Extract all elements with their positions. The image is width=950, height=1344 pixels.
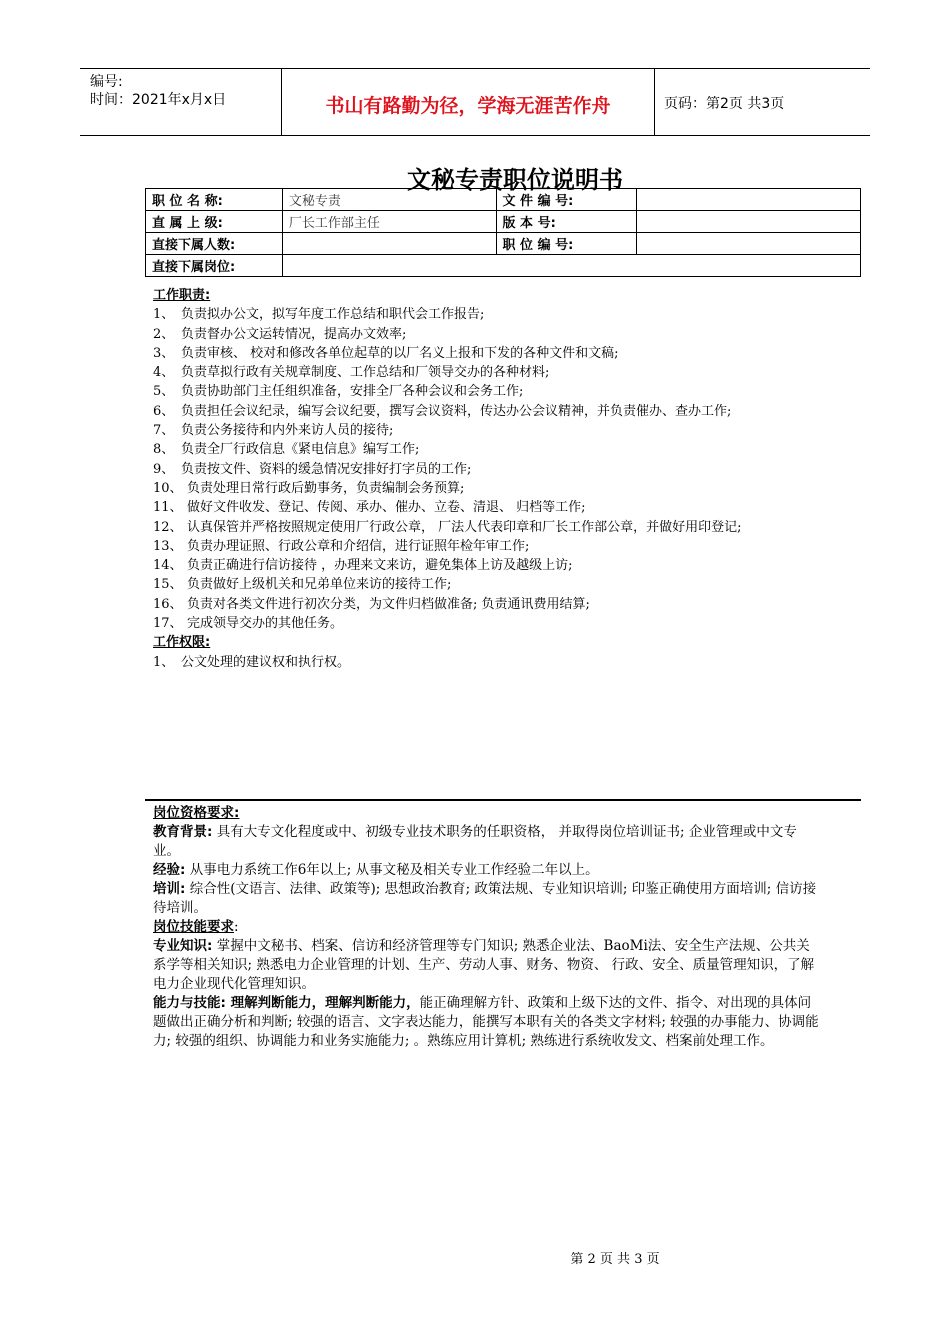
- education-label: 教育背景:: [153, 824, 213, 840]
- list-item-number: 15、: [153, 577, 183, 593]
- skills-heading-line: [153, 918, 823, 937]
- code-label: 编号:: [90, 74, 123, 90]
- knowledge-label: 专业知识:: [153, 938, 213, 954]
- education-paragraph: [153, 823, 823, 861]
- list-item-number: 9、: [153, 461, 175, 477]
- header-motto: 书山有路勤为径，学海无涯苦作舟: [325, 95, 611, 117]
- header-divider: [281, 69, 282, 135]
- header-divider: [654, 69, 655, 135]
- list-item: [153, 575, 823, 594]
- experience-text: 从事电力系统工作6年以上; 从事文秘及相关专业工作经验二年以上。: [185, 862, 599, 878]
- list-item-text: 认真保管并严格按照规定使用厂行政公章， 厂法人代表印章和厂长工作部公章，并做好用印登记;: [187, 519, 742, 535]
- ability-bold-text: 理解判断能力，理解判断能力，: [225, 995, 420, 1011]
- qualifications-heading: 岗位资格要求:: [153, 805, 240, 821]
- table-row: [146, 233, 861, 255]
- duties-heading: 工作职责:: [153, 288, 211, 303]
- list-item-number: 14、: [153, 558, 183, 574]
- list-item-number: 1、: [153, 654, 175, 670]
- training-label: 培训:: [153, 881, 186, 897]
- list-item: [153, 460, 823, 479]
- position-no-value: [637, 233, 861, 255]
- list-item-number: 4、: [153, 365, 175, 381]
- page-footer: 第 2 页 共 3 页: [570, 1252, 660, 1267]
- list-item-text: 负责做好上级机关和兄弟单位来访的接待工作;: [187, 577, 452, 593]
- education-text: 具有大专文化程度或中、初级专业技术职务的任职资格， 并取得岗位培训证书; 企业管理或中文专业。: [153, 824, 797, 859]
- subordinates-count-label: 直接下属人数:: [146, 233, 283, 255]
- list-item: [153, 518, 823, 537]
- list-item-number: 12、: [153, 519, 183, 535]
- training-text: 综合性(文语言、法律、政策等); 思想政治教育; 政策法规、专业知识培训; 印鉴正确使用方面培训; 信访接待培训。: [153, 881, 817, 916]
- ability-paragraph: [153, 994, 823, 1051]
- list-item-text: 负责办理证照、行政公章和介绍信，进行证照年检年审工作;: [187, 538, 530, 554]
- file-no-label: 文 件 编 号:: [496, 189, 637, 211]
- knowledge-paragraph: [153, 937, 823, 994]
- experience-label: 经验:: [153, 862, 186, 878]
- list-item-text: 负责担任会议纪录，编写会议纪要，撰写会议资料，传达办公会议精神，并负责催办、查办工作;: [181, 403, 732, 419]
- time-label: 时间：2021年x月x日: [90, 92, 227, 108]
- list-item: [153, 537, 823, 556]
- superior-label: 直 属 上 级:: [146, 211, 283, 233]
- list-item: [153, 595, 823, 614]
- header-page-info: 页码：第2页 共3页: [664, 96, 785, 112]
- table-row: [146, 189, 861, 211]
- version-label: 版 本 号:: [496, 211, 637, 233]
- page-header: [80, 68, 870, 136]
- list-item-text: 负责审核、 校对和修改各单位起草的以厂名义上报和下发的各种文件和文稿;: [181, 345, 619, 361]
- list-item-number: 3、: [153, 345, 175, 361]
- subordinate-posts-value: [282, 255, 860, 277]
- list-item: [153, 498, 823, 517]
- duties-section: [153, 286, 823, 672]
- list-item-number: 6、: [153, 403, 175, 419]
- list-item-text: 负责督办公文运转情况，提高办文效率;: [181, 326, 407, 342]
- authority-list: [153, 653, 823, 672]
- list-item: [153, 325, 823, 344]
- ability-label: 能力与技能:: [153, 995, 226, 1011]
- list-item: [153, 421, 823, 440]
- list-item: [153, 363, 823, 382]
- position-name-value: 文秘专责: [282, 189, 496, 211]
- list-item-number: 10、: [153, 480, 183, 496]
- list-item-number: 1、: [153, 307, 175, 323]
- superior-value: 厂长工作部主任: [282, 211, 496, 233]
- list-item: [153, 382, 823, 401]
- list-item-text: 负责对各类文件进行初次分类，为文件归档做准备; 负责通讯费用结算;: [187, 596, 590, 612]
- list-item-text: 完成领导交办的其他任务。: [187, 616, 344, 632]
- list-item-number: 7、: [153, 423, 175, 439]
- list-item-number: 16、: [153, 596, 183, 612]
- list-item-text: 负责全厂行政信息《紧电信息》编写工作;: [181, 442, 420, 458]
- list-item-text: 负责按文件、资料的缓急情况安排好打字员的工作;: [181, 461, 472, 477]
- list-item: [153, 479, 823, 498]
- list-item-number: 5、: [153, 384, 175, 400]
- file-no-value: [637, 189, 861, 211]
- training-paragraph: [153, 880, 823, 918]
- qualifications-section: [153, 804, 823, 1051]
- experience-paragraph: [153, 861, 823, 880]
- list-item: [153, 344, 823, 363]
- list-item: [153, 402, 823, 421]
- list-item: [153, 305, 823, 324]
- list-item-text: 负责协助部门主任组织准备，安排全厂各种会议和会务工作;: [181, 384, 524, 400]
- knowledge-text: 掌握中文秘书、档案、信访和经济管理等专门知识; 熟悉企业法、BaoMi法、安全生产法规、公共关系学等相关知识; 熟悉电力企业管理的计划、生产、劳动人事、财务、物资、 行政、安全、质量管理知识，了解电力企业现代化管理知识。: [153, 938, 815, 992]
- skills-heading-colon: :: [234, 919, 239, 935]
- position-name-label: 职 位 名 称:: [146, 189, 283, 211]
- list-item: [153, 556, 823, 575]
- header-meta: [90, 73, 226, 109]
- list-item: [153, 440, 823, 459]
- subordinates-count-value: [282, 233, 496, 255]
- version-value: [637, 211, 861, 233]
- list-item: [153, 614, 823, 633]
- list-item-text: 负责正确进行信访接待 ，办理来文来访，避免集体上访及越级上访;: [187, 558, 573, 574]
- list-item-text: 做好文件收发、登记、传阅、承办、催办、立卷、清退、 归档等工作;: [187, 500, 586, 516]
- table-row: [146, 211, 861, 233]
- table-row: [146, 255, 861, 277]
- list-item-number: 2、: [153, 326, 175, 342]
- list-item-text: 负责拟办公文，拟写年度工作总结和职代会工作报告;: [181, 307, 485, 323]
- list-item-text: 公文处理的建议权和执行权。: [181, 654, 351, 670]
- skills-heading: 岗位技能要求: [153, 919, 234, 935]
- list-item-number: 17、: [153, 616, 183, 632]
- ability-text: 能正确理解方针、政策和上级下达的文件、指令、对出现的具体问题做出正确分析和判断; 较强的语言、文字表达能力，能撰写本职有关的各类文字材料; 较强的办事能力、协调能力; 较强的组织、协调能力和业务实施能力; 。熟练应用计算机; 熟练进行系统收发文、档案前处理工作。: [153, 995, 819, 1049]
- position-info-table: [145, 188, 861, 277]
- list-item-text: 负责公务接待和内外来访人员的接待;: [181, 423, 394, 439]
- list-item-text: 负责处理日常行政后勤事务，负责编制会务预算;: [187, 480, 465, 496]
- authority-heading: 工作权限:: [153, 635, 211, 651]
- document-title: 文秘专责职位说明书: [407, 165, 623, 194]
- list-item: [153, 653, 823, 672]
- section-divider: [145, 799, 861, 801]
- list-item-number: 13、: [153, 538, 183, 554]
- position-no-label: 职 位 编 号:: [496, 233, 637, 255]
- duties-list: [153, 305, 823, 633]
- list-item-text: 负责草拟行政有关规章制度、工作总结和厂领导交办的各种材料;: [181, 365, 550, 381]
- list-item-number: 8、: [153, 442, 175, 458]
- list-item-number: 11、: [153, 500, 183, 516]
- subordinate-posts-label: 直接下属岗位:: [146, 255, 283, 277]
